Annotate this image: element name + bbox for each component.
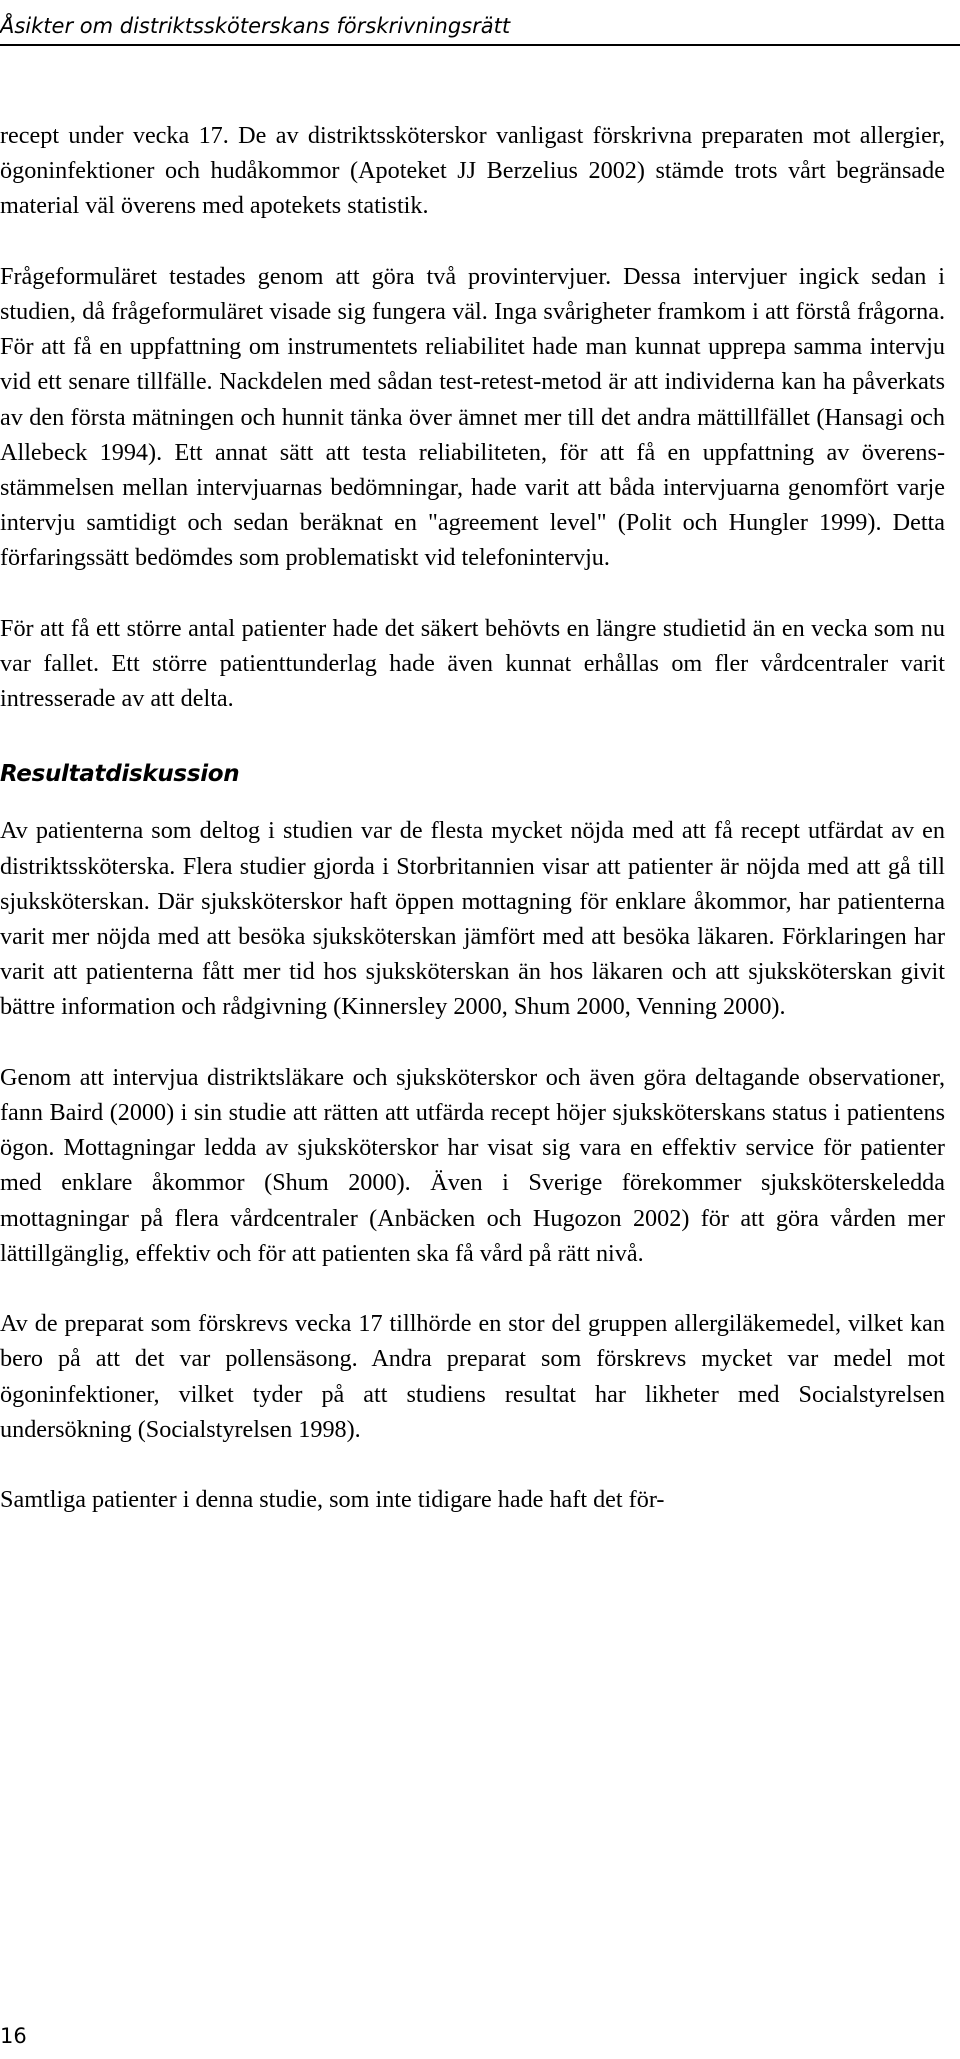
paragraph-continued: Samtliga patienter i denna studie, som inte tidigare hade haft det för- — [0, 1486, 665, 1514]
paragraph-prescribed-preparations: Av de preparat som förskrevs vecka 17 tillhörde en stor del gruppen allergiläkemedel, vilket kan bero på att det var pollensäsong. Andra preparat som förskrevs mycket var medel mot ögoninfektioner, vilket tyder på att studiens resultat har likheter med Socialstyrelsen undersökning (Socialstyrelsen 1998). — [0, 1310, 945, 1443]
page-number: 16 — [0, 2024, 27, 2048]
document-body — [0, 118, 945, 1517]
header-divider — [0, 44, 960, 46]
paragraph-method-continuation: recept under vecka 17. De av distriktssköterskor vanligast förskrivna preparaten mot allergier, ögoninfektioner och hudåkommor (Apoteket JJ Berzelius 2002) stämde trots vårt begränsade material väl överens med apotekets statistik. — [0, 122, 945, 220]
running-header-title: Åsikter om distriktssköterskans förskrivningsrätt — [0, 14, 511, 38]
paragraph-patient-satisfaction: Av patienterna som deltog i studien var de flesta mycket nöjda med att få recept utfärdat av en distriktssköterska. Flera studier gjorda i Storbritannien visar att patienter är nöjda med att gå till sjuksköterskan. Där sjuksköterskor haft öppen mottagning för enklare åkommor, har patienterna varit mer nöjda med att besöka sjuksköterskan jämfört med att besöka läkaren. Förklaringen har varit att patienterna fått mer tid hos sjuksköterskan än hos läkaren och att sjuksköterskan givit bättre information och rådgivning (Kinnersley 2000, Shum 2000, Venning 2000). — [0, 817, 945, 1021]
paragraph-nurse-led-clinics: Genom att intervjua distriktsläkare och sjuksköterskor och även göra deltagande observationer, fann Baird (2000) i sin studie att rätten att utfärda recept höjer sjuksköterskans status i patientens ögon. Mottagningar ledda av sjuksköterskor har visat sig vara en effektiv service för patienter med enklare åkommor (Shum 2000). Även i Sverige förekommer sjuksköterskeledda mottagningar på flera vårdcentraler (Anbäcken och Hugozon 2002) för att göra vården mer lättillgänglig, effektiv och för att patienten ska få vård på rätt nivå. — [0, 1063, 945, 1267]
paragraph-study-duration: För att få ett större antal patienter hade det säkert behövts en längre studietid än en vecka som nu var fallet. Ett större patienttunderlag hade även kunnat erhållas om fler vårdcentraler varit intresserade av att delta. — [0, 614, 945, 713]
section-heading-resultatdiskussion: Resultatdiskussion — [0, 761, 240, 788]
paragraph-questionnaire-testing: Frågeformuläret testades genom att göra två provintervjuer. Dessa intervjuer ingick sedan i studien, då frågeformuläret visade sig fungera väl. Inga svårigheter framkom i att förstå frågorna. För att få en uppfattning om instrumentets reliabilitet hade man kunnat upprepa samma intervju vid ett senare tillfälle. Nackdelen med sådan test-retest-metod är att individerna kan ha påverkats av den första mätningen och hunnit tänka över ämnet mer till det andra mättillfället (Hansagi och Allebeck 1994). Ett annat sätt att testa reliabiliteten, för att få en uppfattning av överensstämmelsen mellan intervjuarnas bedömningar, hade varit att båda intervjuarna genomfört varje intervju samtidigt och sedan beräknat en "agreement level" (Polit och Hungler 1999). Detta förfaringssätt bedömdes som problematiskt vid telefonintervju. — [0, 262, 945, 572]
